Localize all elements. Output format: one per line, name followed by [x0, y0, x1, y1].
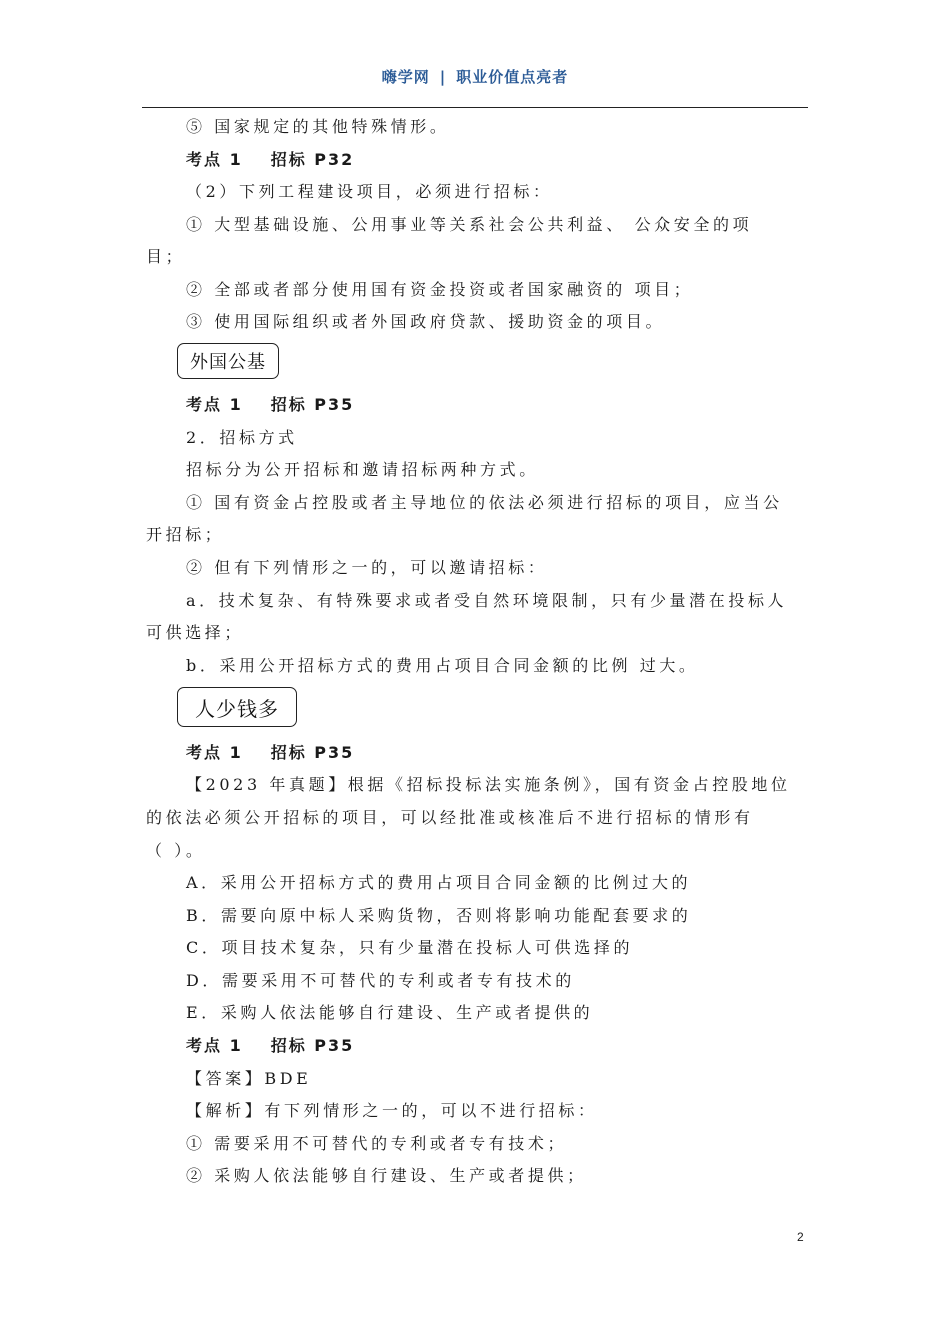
analysis-item-1: ① 需要采用不可替代的专利或者专有技术； — [186, 1134, 568, 1153]
key-point-heading: 考点 1 招标 P35 — [186, 1036, 355, 1055]
mnemonic-box: 外国公基 — [177, 343, 279, 379]
option-a: A．采用公开招标方式的费用占项目合同金额的比例过大的 — [186, 873, 692, 892]
section-title: 2．招标方式 — [186, 428, 298, 447]
option-b: B．需要向原中标人采购货物，否则将影响功能配套要求的 — [186, 906, 692, 925]
question-stem-cont: （ ）。 — [146, 841, 206, 860]
item-3: ③ 使用国际组织或者外国政府贷款、援助资金的项目。 — [186, 312, 666, 331]
sub-item-a-cont: 可供选择； — [146, 623, 245, 642]
item-1-cont: 目； — [146, 247, 186, 266]
sub-item-a: a．技术复杂、有特殊要求或者受自然环境限制，只有少量潜在投标人 — [186, 591, 788, 610]
item-1: ① 大型基础设施、公用事业等关系社会公共利益、 公众安全的项 — [186, 215, 753, 234]
page-header — [0, 66, 950, 87]
key-point-heading: 考点 1 招标 P35 — [186, 743, 355, 762]
key-point-heading: 考点 1 招标 P32 — [186, 150, 355, 169]
key-point-heading: 考点 1 招标 P35 — [186, 395, 355, 414]
sub-item-b: b．采用公开招标方式的费用占项目合同金额的比例 过大。 — [186, 656, 699, 675]
option-d: D．需要采用不可替代的专利或者专有技术的 — [186, 971, 575, 990]
site-name: 嗨学网 — [381, 68, 430, 86]
item-2: ② 全部或者部分使用国有资金投资或者国家融资的 项目； — [186, 280, 694, 299]
paragraph: 招标分为公开招标和邀请招标两种方式。 — [186, 460, 539, 479]
mnemonic-box: 人少钱多 — [177, 687, 297, 727]
item-5: ⑤ 国家规定的其他特殊情形。 — [186, 117, 450, 136]
option-c: C．项目技术复杂，只有少量潜在投标人可供选择的 — [186, 938, 634, 957]
item-2: ② 但有下列情形之一的，可以邀请招标： — [186, 558, 548, 577]
site-slogan: 职业价值点亮者 — [456, 68, 569, 86]
item-1: ① 国有资金占控股或者主导地位的依法必须进行招标的项目，应当公 — [186, 493, 783, 512]
answer: 【答案】BDE — [186, 1069, 312, 1088]
header-rule — [142, 107, 808, 108]
question-stem: 【2023 年真题】根据《招标投标法实施条例》，国有资金占控股地位 — [186, 775, 791, 794]
question-stem-cont: 的依法必须公开招标的项目，可以经批准或核准后不进行招标的情形有 — [146, 808, 754, 827]
option-e: E．采购人依法能够自行建设、生产或者提供的 — [186, 1003, 594, 1022]
page-number: 2 — [797, 1230, 804, 1244]
analysis: 【解析】有下列情形之一的，可以不进行招标： — [186, 1101, 598, 1120]
analysis-item-2: ② 采购人依法能够自行建设、生产或者提供； — [186, 1166, 587, 1185]
section-intro: （2）下列工程建设项目，必须进行招标： — [186, 182, 553, 201]
item-1-cont: 开招标； — [146, 525, 225, 544]
header-separator: | — [439, 68, 447, 86]
